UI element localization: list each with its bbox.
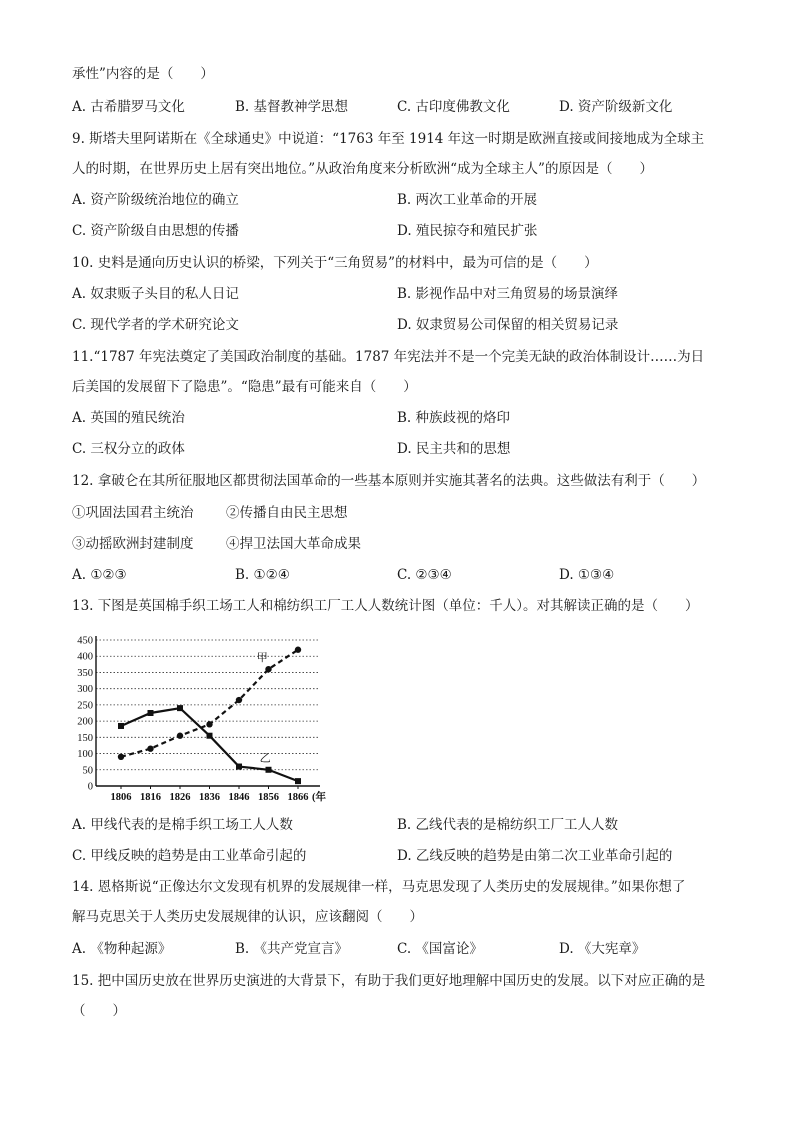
q9-option-d[interactable]: D. 殖民掠夺和殖民扩张 <box>397 223 538 239</box>
q14-option-d[interactable]: D. 《大宪章》 <box>559 941 646 957</box>
point-甲-1846 <box>236 697 242 703</box>
q14-option-b[interactable]: B. 《共产党宣言》 <box>235 941 349 957</box>
y-tick-label-50: 50 <box>82 765 93 777</box>
y-tick-label-100: 100 <box>77 749 93 761</box>
series-label-甲: 甲 <box>256 652 268 665</box>
q12-item-3: ③动摇欧洲封建制度 <box>72 536 194 552</box>
q12-option-b[interactable]: B. ①②④ <box>235 567 290 583</box>
q12-item-2: ②传播自由民主思想 <box>226 505 348 521</box>
y-tick-label-150: 150 <box>77 732 93 744</box>
x-tick-label-1816: 1816 <box>140 792 161 803</box>
x-tick-label-1836: 1836 <box>199 792 220 803</box>
x-tick-label-1806: 1806 <box>110 792 132 803</box>
q8-option-a[interactable]: A. 古希腊罗马文化 <box>72 99 185 115</box>
point-甲-1836 <box>206 721 212 727</box>
point-甲-1866 <box>295 647 301 653</box>
q11-option-c[interactable]: C. 三权分立的政体 <box>72 441 185 457</box>
x-unit-label: (年 <box>312 792 326 803</box>
q10-stem: 10. 史料是通向历史认识的桥梁，下列关于“三角贸易”的材料中，最为可信的是（ ） <box>72 255 598 271</box>
worker-count-line-chart <box>62 628 332 813</box>
q14-option-c[interactable]: C. 《国富论》 <box>397 941 483 957</box>
q14-stem-line-2: 解马克思关于人类历史发展规律的认识，应该翻阅（ ） <box>72 909 423 925</box>
q15-stem-line-2: （ ） <box>72 1003 126 1019</box>
q13-option-c[interactable]: C. 甲线反映的趋势是由工业革命引起的 <box>72 848 307 864</box>
q12-item-4: ④捍卫法国大革命成果 <box>226 536 361 552</box>
q10-option-b[interactable]: B. 影视作品中对三角贸易的场景演绎 <box>397 286 619 302</box>
q9-option-c[interactable]: C. 资产阶级自由思想的传播 <box>72 223 239 239</box>
q12-option-d[interactable]: D. ①③④ <box>559 567 615 583</box>
point-乙-1806 <box>118 723 124 729</box>
y-tick-label-450: 450 <box>77 635 93 647</box>
q9-option-a[interactable]: A. 资产阶级统治地位的确立 <box>72 192 239 208</box>
point-甲-1816 <box>147 745 153 751</box>
q9-stem-line-2: 人的时期，在世界历史上居有突出地位。”从政治角度来分析欧洲“成为全球主人”的原因是（ ） <box>72 161 653 177</box>
q15-stem-line-1: 15. 把中国历史放在世界历史演进的大背景下，有助于我们更好地理解中国历史的发展。以下对应正确的是 <box>72 973 706 989</box>
y-tick-label-200: 200 <box>77 716 93 728</box>
q8-option-b[interactable]: B. 基督教神学思想 <box>235 99 349 115</box>
point-甲-1856 <box>265 666 271 672</box>
point-乙-1816 <box>148 710 154 716</box>
q14-stem-line-1: 14. 恩格斯说“正像达尔文发现有机界的发展规律一样，马克思发现了人类历史的发展规律。”如果你想了 <box>72 879 686 895</box>
y-tick-label-400: 400 <box>77 651 93 663</box>
point-乙-1836 <box>207 733 213 739</box>
point-乙-1846 <box>236 764 242 770</box>
q12-item-1: ①巩固法国君主统治 <box>72 505 194 521</box>
q13-stem: 13. 下图是英国棉手织工场工人和棉纺织工厂工人人数统计图（单位：千人）。对其解读正确的是（ ） <box>72 598 699 614</box>
q11-stem-line-2: 后美国的发展留下了隐患”。“隐患”最有可能来自（ ） <box>72 379 417 395</box>
q11-option-a[interactable]: A. 英国的殖民统治 <box>72 410 185 426</box>
q9-option-b[interactable]: B. 两次工业革命的开展 <box>397 192 538 208</box>
q8-stem-end: 承性”内容的是（ ） <box>72 66 214 82</box>
q12-option-c[interactable]: C. ②③④ <box>397 567 452 583</box>
x-tick-label-1846: 1846 <box>228 792 250 803</box>
q10-option-d[interactable]: D. 奴隶贸易公司保留的相关贸易记录 <box>397 317 619 333</box>
x-tick-label-1826: 1826 <box>169 792 191 803</box>
series-label-乙: 乙 <box>259 752 271 765</box>
point-乙-1856 <box>266 767 272 773</box>
y-tick-label-0: 0 <box>87 781 93 793</box>
q12-stem: 12. 拿破仑在其所征服地区都贯彻法国革命的一些基本原则并实施其著名的法典。这些做法有利于（ ） <box>72 473 706 489</box>
q13-option-a[interactable]: A. 甲线代表的是棉手织工场工人人数 <box>72 817 293 833</box>
q12-option-a[interactable]: A. ①②③ <box>72 567 127 583</box>
y-tick-label-300: 300 <box>77 684 93 696</box>
point-乙-1826 <box>177 705 183 711</box>
q13-option-d[interactable]: D. 乙线反映的趋势是由第二次工业革命引起的 <box>397 848 673 864</box>
q11-option-b[interactable]: B. 种族歧视的烙印 <box>397 410 511 426</box>
q8-option-d[interactable]: D. 资产阶级新文化 <box>559 99 673 115</box>
q10-option-a[interactable]: A. 奴隶贩子头目的私人日记 <box>72 286 239 302</box>
q11-stem-line-1: 11.“1787 年宪法奠定了美国政治制度的基础。1787 年宪法并不是一个完美无缺的政治体制设计……为日 <box>72 349 705 365</box>
series-line-甲 <box>121 650 298 757</box>
y-tick-label-250: 250 <box>77 700 93 712</box>
point-乙-1866 <box>295 778 301 784</box>
q14-option-a[interactable]: A. 《物种起源》 <box>72 941 172 957</box>
q10-option-c[interactable]: C. 现代学者的学术研究论文 <box>72 317 239 333</box>
q11-option-d[interactable]: D. 民主共和的思想 <box>397 441 511 457</box>
y-tick-label-350: 350 <box>77 667 93 679</box>
point-甲-1806 <box>118 754 124 760</box>
point-甲-1826 <box>177 733 183 739</box>
x-tick-label-1856: 1856 <box>258 792 279 803</box>
q9-stem-line-1: 9. 斯塔夫里阿诺斯在《全球通史》中说道：“1763 年至 1914 年这一时期是欧洲直接或间接地成为全球主 <box>72 131 705 147</box>
x-tick-label-1866: 1866 <box>287 792 309 803</box>
q8-option-c[interactable]: C. 古印度佛教文化 <box>397 99 510 115</box>
q13-option-b[interactable]: B. 乙线代表的是棉纺织工厂工人人数 <box>397 817 619 833</box>
